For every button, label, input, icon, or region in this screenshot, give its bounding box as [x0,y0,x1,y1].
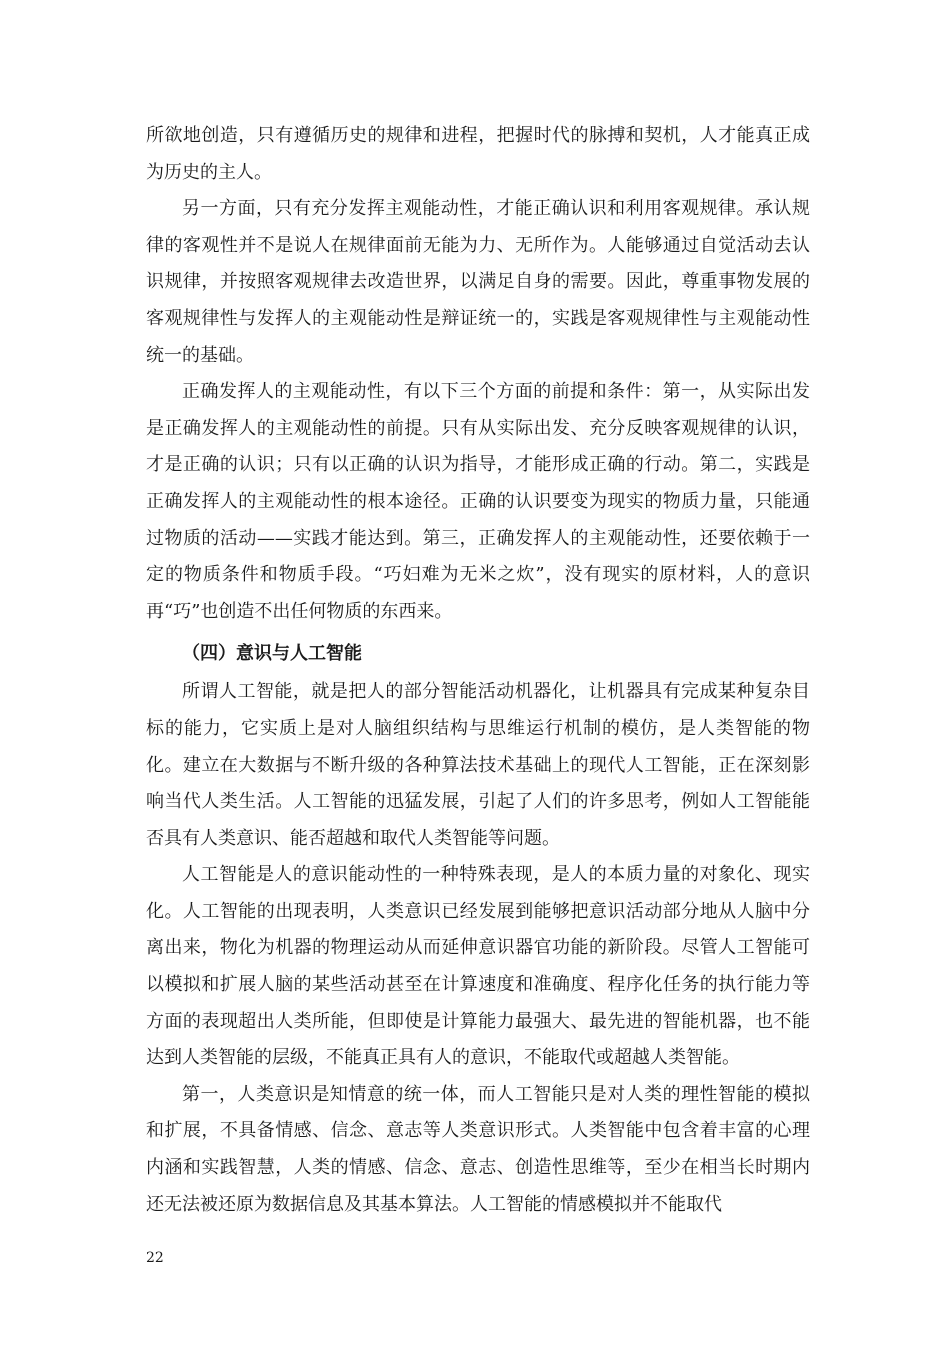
document-page [146,118,810,1223]
paragraph-subjective-initiative: 另一方面，只有充分发挥主观能动性，才能正确认识和利用客观规律。承认规律的客观性并不是说人在规律面前无能为力、无所作为。人能够通过自觉活动去认识规律，并按照客观规律去改造世界，以满足自身的需要。因此，尊重事物发展的客观规律性与发挥人的主观能动性是辩证统一的，实践是客观规律性与主观能动性统一的基础。 [146,198,810,366]
paragraph-first-point: 第一，人类意识是知情意的统一体，而人工智能只是对人类的理性智能的模拟和扩展，不具备情感、信念、意志等人类意识形式。人类智能中包含着丰富的心理内涵和实践智慧，人类的情感、信念、意志、创造性思维等，至少在相当长时期内还无法被还原为数据信息及其基本算法。人工智能的情感模拟并不能取代 [146,1083,810,1215]
section-heading: （四）意识与人工智能 [182,643,362,665]
paragraph-ai-definition: 所谓人工智能，就是把人的部分智能活动机器化，让机器具有完成某种复杂目标的能力，它实质上是对人脑组织结构与思维运行机制的模仿，是人类智能的物化。建立在大数据与不断升级的各种算法技术基础上的现代人工智能，正在深刻影响当代人类生活。人工智能的迅猛发展，引起了人们的许多思考，例如人工智能能否具有人类意识、能否超越和取代人类智能等问题。 [146,681,810,849]
paragraph-three-conditions: 正确发挥人的主观能动性，有以下三个方面的前提和条件：第一，从实际出发是正确发挥人的主观能动性的前提。只有从实际出发、充分反映客观规律的认识，才是正确的认识；只有以正确的认识为指导，才能形成正确的行动。第二，实践是正确发挥人的主观能动性的根本途径。正确的认识要变为现实的物质力量，只能通过物质的活动——实践才能达到。第三，正确发挥人的主观能动性，还要依赖于一定的物质条件和物质手段。“巧妇难为无米之炊”，没有现实的原材料，人的意识再“巧”也创造不出任何物质的东西来。 [146,381,810,622]
paragraph-continuation: 所欲地创造，只有遵循历史的规律和进程，把握时代的脉搏和契机，人才能真正成为历史的主人。 [146,125,810,183]
paragraph-ai-manifestation: 人工智能是人的意识能动性的一种特殊表现，是人的本质力量的对象化、现实化。人工智能的出现表明，人类意识已经发展到能够把意识活动部分地从人脑中分离出来，物化为机器的物理运动从而延伸意识器官功能的新阶段。尽管人工智能可以模拟和扩展人脑的某些活动甚至在计算速度和准确度、程序化任务的执行能力等方面的表现超出人类所能，但即使是计算能力最强大、最先进的智能机器，也不能达到人类智能的层级，不能真正具有人的意识，不能取代或超越人类智能。 [146,864,810,1069]
page-number: 22 [146,1250,164,1266]
